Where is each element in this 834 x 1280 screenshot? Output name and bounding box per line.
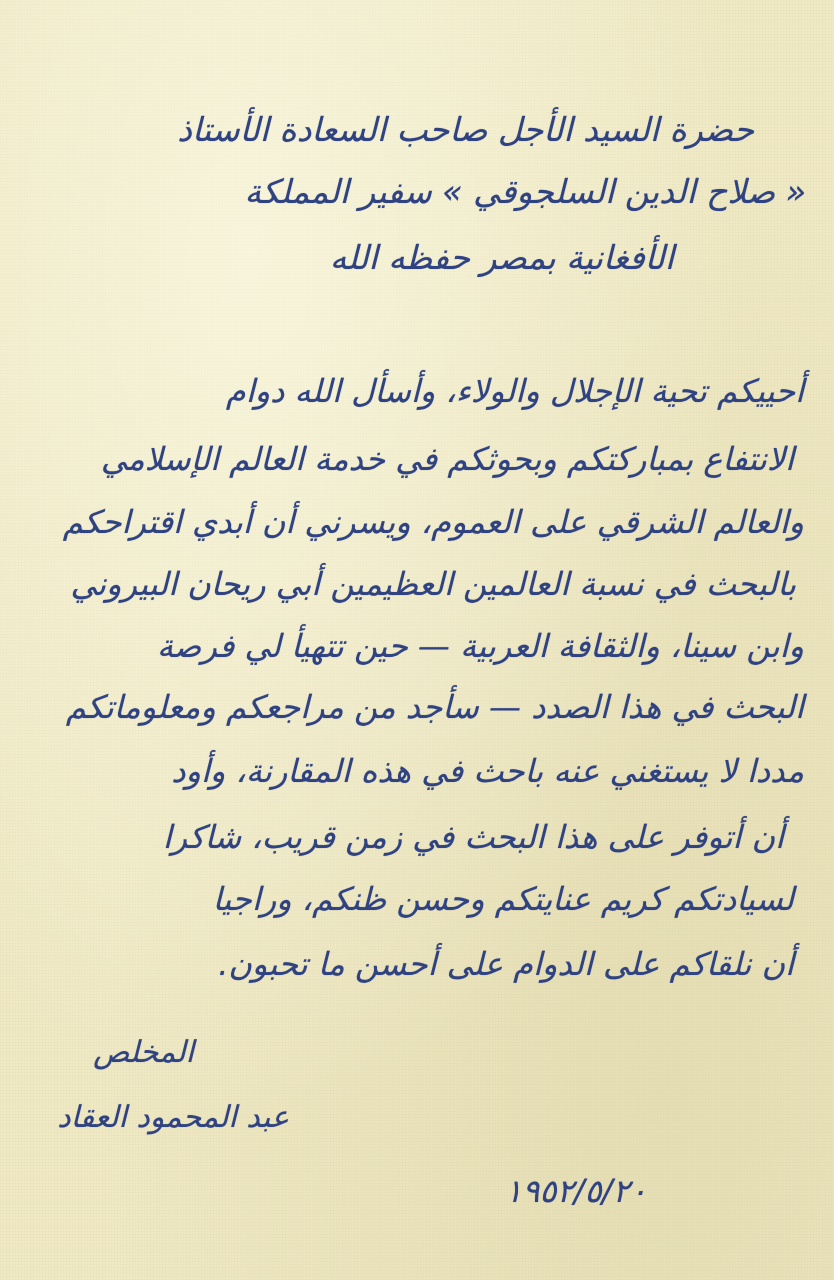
- body-line: أحييكم تحية الإجلال والولاء، وأسأل الله دوام: [225, 372, 804, 410]
- body-line: الانتفاع بمباركتكم وبحوثكم في خدمة العالم الإسلامي: [100, 440, 794, 478]
- body-line: أن أتوفر على هذا البحث في زمن قريب، شاكرا: [162, 818, 784, 856]
- body-line: لسيادتكم كريم عنايتكم وحسن ظنكم، وراجيا: [212, 880, 794, 918]
- body-line: بالبحث في نسبة العالمين العظيمين أبي ريحان البيروني: [70, 565, 796, 603]
- signature: عبد المحمود العقاد: [57, 1100, 289, 1135]
- body-line: مددا لا يستغني عنه باحث في هذه المقارنة، وأود: [171, 752, 804, 790]
- address-line: حضرة السيد الأجل صاحب السعادة الأستاذ: [177, 110, 754, 149]
- address-line: « صلاح الدين السلجوقي » سفير المملكة: [244, 172, 806, 211]
- body-line: البحث في هذا الصدد — سأجد من مراجعكم ومعلوماتكم: [65, 688, 804, 726]
- body-line: أن نلقاكم على الدوام على أحسن ما تحبون.: [218, 945, 794, 983]
- body-line: وابن سينا، والثقافة العربية — حين تتهيأ لي فرصة: [157, 627, 804, 665]
- closing-text: المخلص: [93, 1035, 194, 1070]
- letter-date: ١٩٥٢/٥/٢٠: [505, 1172, 647, 1210]
- address-line: الأفغانية بمصر حفظه الله: [329, 238, 674, 277]
- body-line: والعالم الشرقي على العموم، ويسرني أن أبدي اقتراحكم: [62, 503, 804, 541]
